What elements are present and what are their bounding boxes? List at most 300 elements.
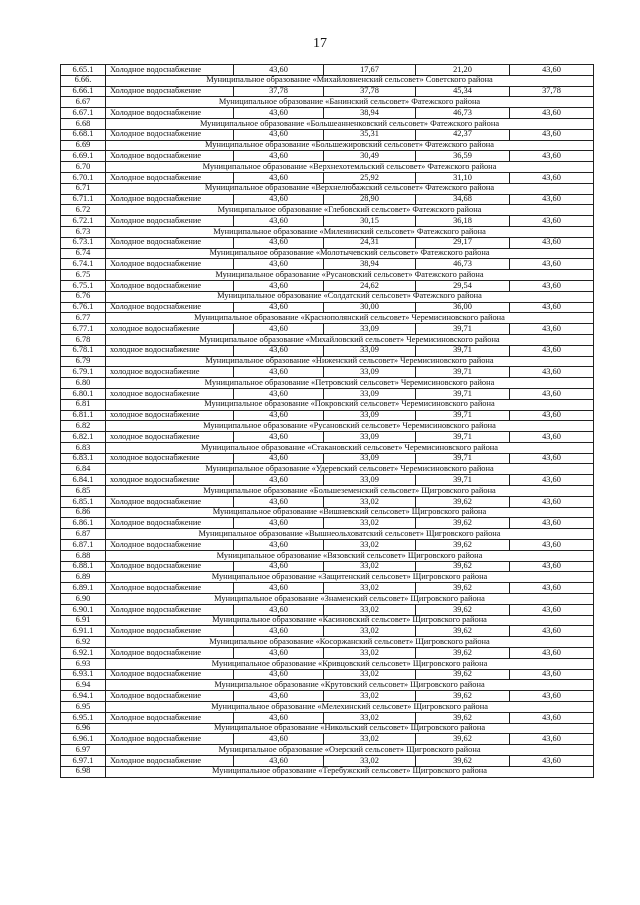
- row-number: 6.71: [61, 183, 106, 194]
- service-label: холодное водоснабжение: [106, 324, 234, 335]
- tariff-value-2: 28,90: [324, 194, 416, 205]
- tariff-value-1: 43,60: [234, 712, 324, 723]
- row-number: 6.95: [61, 702, 106, 713]
- tariff-table: [60, 64, 594, 778]
- tariff-value-2: 33,02: [324, 583, 416, 594]
- row-number: 6.89: [61, 572, 106, 583]
- row-number: 6.75: [61, 270, 106, 281]
- service-label: холодное водоснабжение: [106, 388, 234, 399]
- tariff-value-4: 43,60: [510, 604, 594, 615]
- section-row: [61, 226, 594, 237]
- row-number: 6.80: [61, 378, 106, 389]
- row-number: 6.91.1: [61, 626, 106, 637]
- section-row: [61, 205, 594, 216]
- tariff-value-1: 43,60: [234, 151, 324, 162]
- tariff-value-1: 43,60: [234, 626, 324, 637]
- municipality-heading: Муниципальное образование «Глебовский сельсовет» Фатежского района: [106, 205, 594, 216]
- tariff-value-1: 37,78: [234, 86, 324, 97]
- row-number: 6.84.1: [61, 475, 106, 486]
- tariff-value-2: 33,09: [324, 432, 416, 443]
- section-row: [61, 118, 594, 129]
- service-label: холодное водоснабжение: [106, 345, 234, 356]
- page-number: 17: [313, 36, 327, 51]
- tariff-value-1: 43,60: [234, 540, 324, 551]
- tariff-value-2: 33,09: [324, 453, 416, 464]
- row-number: 6.90: [61, 594, 106, 605]
- section-row: [61, 75, 594, 86]
- row-number: 6.82: [61, 421, 106, 432]
- tariff-value-1: 43,60: [234, 475, 324, 486]
- municipality-heading: Муниципальное образование «Большежировский сельсовет» Фатежского района: [106, 140, 594, 151]
- tariff-value-1: 43,60: [234, 583, 324, 594]
- row-number: 6.86.1: [61, 518, 106, 529]
- tariff-value-1: 43,60: [234, 194, 324, 205]
- tariff-value-3: 39,62: [416, 561, 510, 572]
- row-number: 6.78: [61, 334, 106, 345]
- municipality-heading: Муниципальное образование «Мелехинский сельсовет» Щигровского района: [106, 702, 594, 713]
- municipality-heading: Муниципальное образование «Большеземенский сельсовет» Щигровского района: [106, 486, 594, 497]
- tariff-value-1: 43,60: [234, 108, 324, 119]
- table-row: [61, 345, 594, 356]
- section-row: [61, 162, 594, 173]
- section-row: [61, 615, 594, 626]
- tariff-value-2: 33,02: [324, 691, 416, 702]
- tariff-value-1: 43,60: [234, 518, 324, 529]
- municipality-heading: Муниципальное образование «Озерский сельсовет» Щигровского района: [106, 745, 594, 756]
- table-row: [61, 583, 594, 594]
- tariff-value-3: 39,71: [416, 410, 510, 421]
- tariff-value-1: 43,60: [234, 604, 324, 615]
- row-number: 6.73: [61, 226, 106, 237]
- section-row: [61, 572, 594, 583]
- municipality-heading: Муниципальное образование «Кривцовский сельсовет» Щигровского района: [106, 658, 594, 669]
- service-label: Холодное водоснабжение: [106, 540, 234, 551]
- tariff-value-1: 43,60: [234, 561, 324, 572]
- table-row: [61, 561, 594, 572]
- service-label: Холодное водоснабжение: [106, 65, 234, 76]
- table-row: [61, 453, 594, 464]
- tariff-value-2: 38,94: [324, 108, 416, 119]
- tariff-value-3: 39,71: [416, 345, 510, 356]
- tariff-value-4: 43,60: [510, 734, 594, 745]
- row-number: 6.75.1: [61, 280, 106, 291]
- tariff-value-2: 17,67: [324, 65, 416, 76]
- municipality-heading: Муниципальное образование «Краснополянский сельсовет» Черемисиновского района: [106, 313, 594, 324]
- section-row: [61, 140, 594, 151]
- tariff-value-2: 33,09: [324, 410, 416, 421]
- tariff-value-4: 43,60: [510, 410, 594, 421]
- table-row: [61, 648, 594, 659]
- tariff-value-2: 33,02: [324, 626, 416, 637]
- tariff-value-2: 30,15: [324, 216, 416, 227]
- tariff-value-3: 46,73: [416, 259, 510, 270]
- municipality-heading: Муниципальное образование «Банинский сельсовет» Фатежского района: [106, 97, 594, 108]
- service-label: Холодное водоснабжение: [106, 172, 234, 183]
- tariff-value-4: 43,60: [510, 475, 594, 486]
- row-number: 6.88: [61, 550, 106, 561]
- row-number: 6.81.1: [61, 410, 106, 421]
- row-number: 6.95.1: [61, 712, 106, 723]
- row-number: 6.87.1: [61, 540, 106, 551]
- service-label: Холодное водоснабжение: [106, 216, 234, 227]
- row-number: 6.77: [61, 313, 106, 324]
- row-number: 6.67.1: [61, 108, 106, 119]
- row-number: 6.76.1: [61, 302, 106, 313]
- municipality-heading: Муниципальное образование «Михайловский сельсовет» Черемисиновского района: [106, 334, 594, 345]
- tariff-value-1: 43,60: [234, 65, 324, 76]
- tariff-value-2: 30,49: [324, 151, 416, 162]
- row-number: 6.92.1: [61, 648, 106, 659]
- tariff-value-2: 33,09: [324, 367, 416, 378]
- service-label: холодное водоснабжение: [106, 432, 234, 443]
- row-number: 6.97: [61, 745, 106, 756]
- municipality-heading: Муниципальное образование «Косоржанский сельсовет» Щигровского района: [106, 637, 594, 648]
- tariff-value-1: 43,60: [234, 648, 324, 659]
- row-number: 6.93.1: [61, 669, 106, 680]
- section-row: [61, 97, 594, 108]
- row-number: 6.86: [61, 507, 106, 518]
- table-row: [61, 108, 594, 119]
- service-label: Холодное водоснабжение: [106, 648, 234, 659]
- tariff-value-2: 25,92: [324, 172, 416, 183]
- tariff-value-4: 43,60: [510, 129, 594, 140]
- table-row: [61, 237, 594, 248]
- section-row: [61, 270, 594, 281]
- row-number: 6.93: [61, 658, 106, 669]
- row-number: 6.92: [61, 637, 106, 648]
- table-row: [61, 734, 594, 745]
- tariff-value-3: 39,62: [416, 691, 510, 702]
- tariff-value-3: 42,37: [416, 129, 510, 140]
- table-row: [61, 540, 594, 551]
- tariff-value-4: 43,60: [510, 108, 594, 119]
- tariff-value-4: 43,60: [510, 712, 594, 723]
- row-number: 6.88.1: [61, 561, 106, 572]
- table-row: [61, 302, 594, 313]
- tariff-value-3: 46,73: [416, 108, 510, 119]
- row-number: 6.80.1: [61, 388, 106, 399]
- table-row: [61, 410, 594, 421]
- service-label: Холодное водоснабжение: [106, 712, 234, 723]
- tariff-value-3: 29,17: [416, 237, 510, 248]
- tariff-value-4: 43,60: [510, 691, 594, 702]
- tariff-value-4: 43,60: [510, 518, 594, 529]
- municipality-heading: Муниципальное образование «Вишневский сельсовет» Щигровского района: [106, 507, 594, 518]
- tariff-value-3: 39,62: [416, 712, 510, 723]
- tariff-value-3: 21,20: [416, 65, 510, 76]
- tariff-value-4: 43,60: [510, 453, 594, 464]
- section-row: [61, 766, 594, 777]
- tariff-value-4: 43,60: [510, 367, 594, 378]
- table-row: [61, 712, 594, 723]
- table-row: [61, 604, 594, 615]
- table-row: [61, 151, 594, 162]
- service-label: Холодное водоснабжение: [106, 129, 234, 140]
- tariff-value-3: 39,71: [416, 453, 510, 464]
- row-number: 6.81: [61, 399, 106, 410]
- tariff-value-2: 33,09: [324, 388, 416, 399]
- tariff-value-1: 43,60: [234, 216, 324, 227]
- tariff-value-1: 43,60: [234, 302, 324, 313]
- row-number: 6.71.1: [61, 194, 106, 205]
- row-number: 6.67: [61, 97, 106, 108]
- row-number: 6.70: [61, 162, 106, 173]
- tariff-value-2: 37,78: [324, 86, 416, 97]
- row-number: 6.82.1: [61, 432, 106, 443]
- table-row: [61, 691, 594, 702]
- tariff-value-3: 39,62: [416, 648, 510, 659]
- tariff-value-2: 33,02: [324, 734, 416, 745]
- municipality-heading: Муниципальное образование «Русановский сельсовет» Фатежского района: [106, 270, 594, 281]
- tariff-value-4: 43,60: [510, 669, 594, 680]
- municipality-heading: Муниципальное образование «Михайловненский сельсовет» Советского района: [106, 75, 594, 86]
- tariff-value-4: 43,60: [510, 172, 594, 183]
- section-row: [61, 399, 594, 410]
- tariff-value-2: 33,02: [324, 669, 416, 680]
- service-label: Холодное водоснабжение: [106, 583, 234, 594]
- section-row: [61, 378, 594, 389]
- tariff-value-2: 24,31: [324, 237, 416, 248]
- row-number: 6.66.: [61, 75, 106, 86]
- tariff-value-1: 43,60: [234, 410, 324, 421]
- row-number: 6.69.1: [61, 151, 106, 162]
- table-row: [61, 129, 594, 140]
- row-number: 6.79: [61, 356, 106, 367]
- row-number: 6.74: [61, 248, 106, 259]
- tariff-value-4: 43,60: [510, 756, 594, 767]
- table-row: [61, 626, 594, 637]
- tariff-value-4: 43,60: [510, 432, 594, 443]
- row-number: 6.69: [61, 140, 106, 151]
- municipality-heading: Муниципальное образование «Никольский сельсовет» Щигровского района: [106, 723, 594, 734]
- table-row: [61, 65, 594, 76]
- row-number: 6.85: [61, 486, 106, 497]
- tariff-value-4: 43,60: [510, 648, 594, 659]
- tariff-value-3: 39,62: [416, 583, 510, 594]
- tariff-value-4: 43,60: [510, 65, 594, 76]
- table-row: [61, 475, 594, 486]
- tariff-value-1: 43,60: [234, 734, 324, 745]
- tariff-value-4: 43,60: [510, 194, 594, 205]
- tariff-value-3: 39,62: [416, 496, 510, 507]
- municipality-heading: Муниципальное образование «Миленинский сельсовет» Фатежского района: [106, 226, 594, 237]
- tariff-value-1: 43,60: [234, 129, 324, 140]
- service-label: Холодное водоснабжение: [106, 194, 234, 205]
- tariff-value-2: 30,00: [324, 302, 416, 313]
- municipality-heading: Муниципальное образование «Петровский сельсовет» Черемисиновского района: [106, 378, 594, 389]
- tariff-value-1: 43,60: [234, 388, 324, 399]
- row-number: 6.68: [61, 118, 106, 129]
- service-label: Холодное водоснабжение: [106, 302, 234, 313]
- tariff-value-2: 33,02: [324, 712, 416, 723]
- table-row: [61, 496, 594, 507]
- row-number: 6.96.1: [61, 734, 106, 745]
- row-number: 6.87: [61, 529, 106, 540]
- section-row: [61, 723, 594, 734]
- tariff-value-4: 43,60: [510, 583, 594, 594]
- tariff-value-3: 39,62: [416, 669, 510, 680]
- tariff-value-2: 33,02: [324, 496, 416, 507]
- table-row: [61, 216, 594, 227]
- tariff-value-3: 39,71: [416, 367, 510, 378]
- row-number: 6.73.1: [61, 237, 106, 248]
- municipality-heading: Муниципальное образование «Большеанненковский сельсовет» Фатежского района: [106, 118, 594, 129]
- table-row: [61, 280, 594, 291]
- municipality-heading: Муниципальное образование «Солдатский сельсовет» Фатежского района: [106, 291, 594, 302]
- tariff-table-body: [61, 65, 594, 778]
- tariff-value-1: 43,60: [234, 280, 324, 291]
- table-row: [61, 756, 594, 767]
- row-number: 6.72: [61, 205, 106, 216]
- row-number: 6.96: [61, 723, 106, 734]
- municipality-heading: Муниципальное образование «Защитенский сельсовет» Щигровского района: [106, 572, 594, 583]
- section-row: [61, 486, 594, 497]
- tariff-value-1: 43,60: [234, 691, 324, 702]
- municipality-heading: Муниципальное образование «Вышнеольховатский сельсовет» Щигровского района: [106, 529, 594, 540]
- table-row: [61, 172, 594, 183]
- tariff-value-1: 43,60: [234, 237, 324, 248]
- tariff-value-1: 43,60: [234, 432, 324, 443]
- section-row: [61, 421, 594, 432]
- row-number: 6.76: [61, 291, 106, 302]
- row-number: 6.89.1: [61, 583, 106, 594]
- section-row: [61, 248, 594, 259]
- section-row: [61, 680, 594, 691]
- service-label: Холодное водоснабжение: [106, 604, 234, 615]
- tariff-value-2: 38,94: [324, 259, 416, 270]
- tariff-value-2: 33,02: [324, 604, 416, 615]
- section-row: [61, 464, 594, 475]
- tariff-value-2: 33,09: [324, 345, 416, 356]
- tariff-value-4: 37,78: [510, 86, 594, 97]
- tariff-value-3: 39,62: [416, 604, 510, 615]
- row-number: 6.90.1: [61, 604, 106, 615]
- table-row: [61, 367, 594, 378]
- municipality-heading: Муниципальное образование «Знаменский сельсовет» Щигровского района: [106, 594, 594, 605]
- tariff-value-2: 33,02: [324, 518, 416, 529]
- tariff-value-1: 43,60: [234, 756, 324, 767]
- tariff-value-1: 43,60: [234, 324, 324, 335]
- row-number: 6.68.1: [61, 129, 106, 140]
- municipality-heading: Муниципальное образование «Русановский сельсовет» Черемисиновского района: [106, 421, 594, 432]
- municipality-heading: Муниципальное образование «Теребужский сельсовет» Щигровского района: [106, 766, 594, 777]
- tariff-value-4: 43,60: [510, 280, 594, 291]
- tariff-value-4: 43,60: [510, 496, 594, 507]
- section-row: [61, 702, 594, 713]
- tariff-value-3: 31,10: [416, 172, 510, 183]
- municipality-heading: Муниципальное образование «Удеревский сельсовет» Черемисиновского района: [106, 464, 594, 475]
- service-label: Холодное водоснабжение: [106, 518, 234, 529]
- tariff-value-3: 39,71: [416, 475, 510, 486]
- service-label: холодное водоснабжение: [106, 475, 234, 486]
- section-row: [61, 291, 594, 302]
- section-row: [61, 745, 594, 756]
- section-row: [61, 356, 594, 367]
- tariff-value-2: 33,02: [324, 540, 416, 551]
- row-number: 6.98: [61, 766, 106, 777]
- section-row: [61, 637, 594, 648]
- tariff-value-3: 36,59: [416, 151, 510, 162]
- row-number: 6.97.1: [61, 756, 106, 767]
- tariff-value-4: 43,60: [510, 259, 594, 270]
- table-row: [61, 86, 594, 97]
- tariff-value-3: 39,62: [416, 756, 510, 767]
- section-row: [61, 183, 594, 194]
- tariff-value-4: 43,60: [510, 237, 594, 248]
- municipality-heading: Муниципальное образование «Вязовский сельсовет» Щигровского района: [106, 550, 594, 561]
- tariff-value-1: 43,60: [234, 345, 324, 356]
- tariff-value-1: 43,60: [234, 259, 324, 270]
- service-label: Холодное водоснабжение: [106, 691, 234, 702]
- tariff-value-3: 39,71: [416, 324, 510, 335]
- tariff-value-4: 43,60: [510, 626, 594, 637]
- row-number: 6.83.1: [61, 453, 106, 464]
- tariff-value-1: 43,60: [234, 496, 324, 507]
- service-label: холодное водоснабжение: [106, 453, 234, 464]
- municipality-heading: Муниципальное образование «Верхнелюбажский сельсовет» Фатежского района: [106, 183, 594, 194]
- row-number: 6.78.1: [61, 345, 106, 356]
- municipality-heading: Муниципальное образование «Крутовский сельсовет» Щигровского района: [106, 680, 594, 691]
- service-label: Холодное водоснабжение: [106, 86, 234, 97]
- row-number: 6.84: [61, 464, 106, 475]
- service-label: Холодное водоснабжение: [106, 734, 234, 745]
- table-row: [61, 388, 594, 399]
- tariff-value-3: 45,34: [416, 86, 510, 97]
- service-label: Холодное водоснабжение: [106, 561, 234, 572]
- tariff-value-2: 33,09: [324, 324, 416, 335]
- section-row: [61, 313, 594, 324]
- row-number: 6.94.1: [61, 691, 106, 702]
- service-label: Холодное водоснабжение: [106, 756, 234, 767]
- tariff-value-3: 39,71: [416, 388, 510, 399]
- section-row: [61, 529, 594, 540]
- row-number: 6.79.1: [61, 367, 106, 378]
- service-label: Холодное водоснабжение: [106, 151, 234, 162]
- section-row: [61, 442, 594, 453]
- municipality-heading: Муниципальное образование «Молотычевский сельсовет» Фатежского района: [106, 248, 594, 259]
- tariff-value-3: 29,54: [416, 280, 510, 291]
- tariff-value-4: 43,60: [510, 388, 594, 399]
- tariff-value-4: 43,60: [510, 540, 594, 551]
- tariff-value-3: 39,62: [416, 626, 510, 637]
- tariff-value-2: 33,02: [324, 648, 416, 659]
- row-number: 6.66.1: [61, 86, 106, 97]
- service-label: холодное водоснабжение: [106, 410, 234, 421]
- section-row: [61, 594, 594, 605]
- tariff-value-2: 33,09: [324, 475, 416, 486]
- service-label: Холодное водоснабжение: [106, 496, 234, 507]
- tariff-value-1: 43,60: [234, 367, 324, 378]
- tariff-value-2: 24,62: [324, 280, 416, 291]
- service-label: Холодное водоснабжение: [106, 108, 234, 119]
- row-number: 6.72.1: [61, 216, 106, 227]
- row-number: 6.74.1: [61, 259, 106, 270]
- tariff-value-4: 43,60: [510, 151, 594, 162]
- municipality-heading: Муниципальное образование «Касиновский сельсовет» Щигровского района: [106, 615, 594, 626]
- service-label: Холодное водоснабжение: [106, 237, 234, 248]
- municipality-heading: Муниципальное образование «Покровский сельсовет» Черемисиновского района: [106, 399, 594, 410]
- municipality-heading: Муниципальное образование «Стакановский сельсовет» Черемисиновского района: [106, 442, 594, 453]
- tariff-value-4: 43,60: [510, 216, 594, 227]
- tariff-value-3: 36,18: [416, 216, 510, 227]
- tariff-value-4: 43,60: [510, 345, 594, 356]
- table-row: [61, 518, 594, 529]
- row-number: 6.94: [61, 680, 106, 691]
- row-number: 6.65.1: [61, 65, 106, 76]
- tariff-value-1: 43,60: [234, 172, 324, 183]
- tariff-value-2: 35,31: [324, 129, 416, 140]
- row-number: 6.91: [61, 615, 106, 626]
